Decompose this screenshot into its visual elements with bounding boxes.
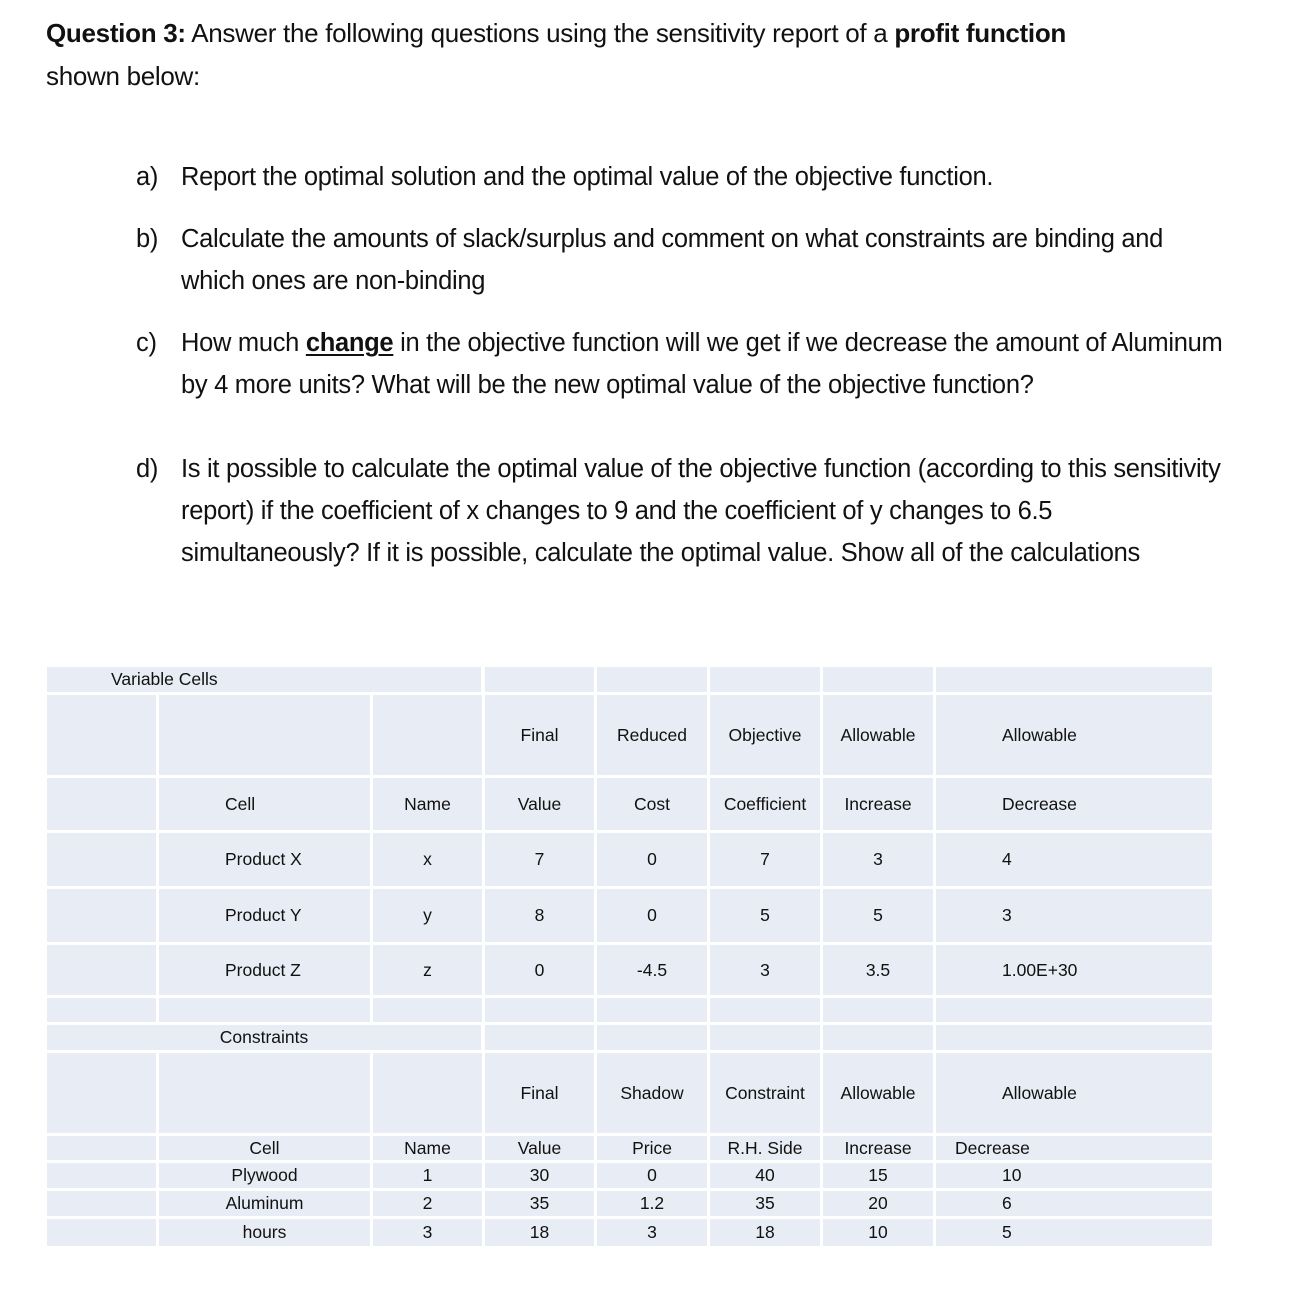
table-cell: 0 bbox=[597, 889, 707, 942]
section-title-constraints: Constraints bbox=[47, 1025, 481, 1050]
table-cell: -4.5 bbox=[597, 945, 707, 995]
table-row-cell-name: Plywood bbox=[159, 1163, 370, 1188]
table-cell: 2 bbox=[373, 1191, 482, 1216]
table-header-cell: R.H. Side bbox=[710, 1136, 820, 1160]
table-cell: 18 bbox=[485, 1219, 594, 1246]
question-text-line2: shown below: bbox=[46, 61, 200, 91]
table-header-cell: Allowable bbox=[823, 1053, 933, 1133]
table-cell bbox=[597, 1025, 707, 1050]
table-cell bbox=[47, 998, 156, 1022]
table-header-cell: Decrease bbox=[936, 778, 1212, 830]
table-cell: y bbox=[373, 889, 482, 942]
table-header-cell: Coefficient bbox=[710, 778, 820, 830]
table-header-cell: Shadow bbox=[597, 1053, 707, 1133]
table-header-cell: Final bbox=[485, 1053, 594, 1133]
table-cell bbox=[47, 1191, 156, 1216]
table-header-cell bbox=[47, 778, 156, 830]
table-header-cell: Price bbox=[597, 1136, 707, 1160]
table-header-cell: Name bbox=[373, 1136, 482, 1160]
table-cell: 8 bbox=[485, 889, 594, 942]
table-cell: 3.5 bbox=[823, 945, 933, 995]
table-header-cell bbox=[47, 1053, 156, 1133]
table-cell: 10 bbox=[936, 1163, 1212, 1188]
table-header-cell bbox=[373, 1053, 482, 1133]
table-header-cell: Objective bbox=[710, 695, 820, 775]
table-header-cell: Final bbox=[485, 695, 594, 775]
table-cell: 3 bbox=[710, 945, 820, 995]
table-cell bbox=[710, 998, 820, 1022]
table-cell bbox=[485, 1025, 594, 1050]
table-header-cell bbox=[47, 695, 156, 775]
table-cell: 5 bbox=[823, 889, 933, 942]
table-header-cell bbox=[159, 695, 370, 775]
table-cell bbox=[47, 833, 156, 886]
table-cell: 35 bbox=[710, 1191, 820, 1216]
table-cell: z bbox=[373, 945, 482, 995]
table-row-cell-name: hours bbox=[159, 1219, 370, 1246]
item-text-before: How much bbox=[181, 329, 306, 357]
table-row-cell-name: Product Y bbox=[159, 889, 370, 942]
table-header-cell bbox=[373, 695, 482, 775]
table-cell: 40 bbox=[710, 1163, 820, 1188]
emphasized-word-change: change bbox=[305, 329, 394, 357]
item-text-after: in the objective function will we get if we decrease the amount of Aluminum by 4 more units? What will be the new optimal value of the objective function? bbox=[181, 329, 1223, 399]
table-header-cell bbox=[47, 1136, 156, 1160]
table-cell: 3 bbox=[597, 1219, 707, 1246]
table-cell: 18 bbox=[710, 1219, 820, 1246]
table-row-cell-name: Aluminum bbox=[159, 1191, 370, 1216]
question-text: Answer the following questions using the sensitivity report of a bbox=[185, 18, 895, 48]
table-cell bbox=[823, 667, 933, 692]
table-header-cell: Value bbox=[485, 1136, 594, 1160]
table-cell bbox=[823, 998, 933, 1022]
table-cell: 5 bbox=[936, 1219, 1212, 1246]
item-label: d) bbox=[136, 455, 159, 483]
table-cell: 3 bbox=[936, 889, 1212, 942]
item-text: Is it possible to calculate the optimal value of the objective function (according to this sensitivity report) if the coefficient of x changes to 9 and the coefficient of y changes to 6.5 simultaneously? If it is possible, calculate the optimal value. Show all of the calculations bbox=[181, 455, 1221, 567]
table-cell bbox=[47, 889, 156, 942]
table-cell: 6 bbox=[936, 1191, 1212, 1216]
section-title-variable-cells: Variable Cells bbox=[47, 667, 481, 692]
table-header-cell: Value bbox=[485, 778, 594, 830]
table-cell: 15 bbox=[823, 1163, 933, 1188]
question-emphasis: profit function bbox=[894, 18, 1067, 48]
table-cell bbox=[710, 1025, 820, 1050]
table-cell bbox=[47, 1219, 156, 1246]
table-header-cell: Increase bbox=[823, 1136, 933, 1160]
table-row-cell-name: Product X bbox=[159, 833, 370, 886]
table-cell bbox=[373, 998, 482, 1022]
table-cell bbox=[159, 998, 370, 1022]
table-cell: 1.2 bbox=[597, 1191, 707, 1216]
table-cell bbox=[485, 667, 594, 692]
table-cell bbox=[47, 945, 156, 995]
table-cell: 35 bbox=[485, 1191, 594, 1216]
table-cell bbox=[597, 667, 707, 692]
table-cell: 10 bbox=[823, 1219, 933, 1246]
table-cell: 0 bbox=[597, 1163, 707, 1188]
table-cell bbox=[936, 998, 1212, 1022]
table-header-cell: Allowable bbox=[936, 1053, 1212, 1133]
item-label: b) bbox=[136, 225, 159, 253]
table-cell bbox=[936, 667, 1212, 692]
table-cell bbox=[710, 667, 820, 692]
table-cell: x bbox=[373, 833, 482, 886]
table-header-cell: Reduced bbox=[597, 695, 707, 775]
table-cell: 1.00E+30 bbox=[936, 945, 1212, 995]
table-cell bbox=[485, 998, 594, 1022]
table-cell: 1 bbox=[373, 1163, 482, 1188]
table-cell: 5 bbox=[710, 889, 820, 942]
question-number: Question 3: bbox=[46, 18, 186, 48]
table-header-cell: Allowable bbox=[936, 695, 1212, 775]
table-header-cell: Constraint bbox=[710, 1053, 820, 1133]
table-cell bbox=[47, 1163, 156, 1188]
table-header-cell: Name bbox=[373, 778, 482, 830]
item-text: Calculate the amounts of slack/surplus and comment on what constraints are binding and which ones are non-binding bbox=[181, 225, 1164, 295]
item-label: c) bbox=[136, 329, 157, 357]
table-cell: 4 bbox=[936, 833, 1212, 886]
table-cell bbox=[823, 1025, 933, 1050]
table-header-cell: Cell bbox=[159, 778, 370, 830]
table-cell bbox=[597, 998, 707, 1022]
table-cell: 3 bbox=[823, 833, 933, 886]
table-cell: 0 bbox=[485, 945, 594, 995]
item-label: a) bbox=[136, 163, 159, 191]
table-cell: 7 bbox=[485, 833, 594, 886]
table-header-cell: Allowable bbox=[823, 695, 933, 775]
table-header-cell: Decrease bbox=[936, 1136, 1212, 1160]
table-header-cell bbox=[159, 1053, 370, 1133]
table-header-cell: Cost bbox=[597, 778, 707, 830]
item-text: Report the optimal solution and the optimal value of the objective function. bbox=[181, 163, 994, 191]
table-header-cell: Increase bbox=[823, 778, 933, 830]
table-cell: 30 bbox=[485, 1163, 594, 1188]
table-cell: 7 bbox=[710, 833, 820, 886]
table-row-cell-name: Product Z bbox=[159, 945, 370, 995]
table-header-cell: Cell bbox=[159, 1136, 370, 1160]
table-cell bbox=[936, 1025, 1212, 1050]
table-cell: 20 bbox=[823, 1191, 933, 1216]
table-cell: 0 bbox=[597, 833, 707, 886]
table-cell: 3 bbox=[373, 1219, 482, 1246]
